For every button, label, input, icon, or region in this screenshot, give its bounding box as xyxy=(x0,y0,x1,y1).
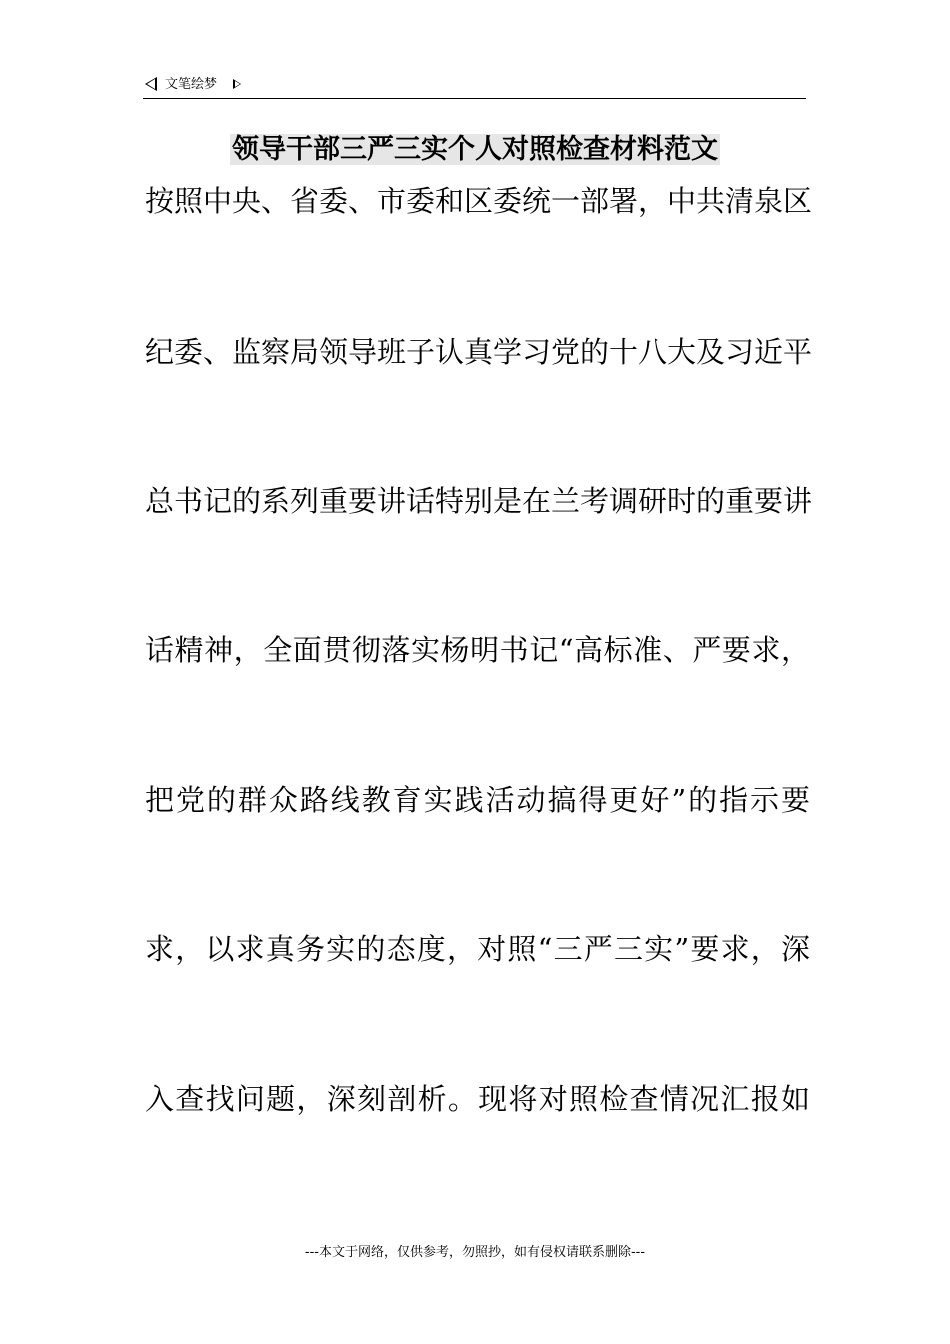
document-title-text: 领导干部三严三实个人对照检查材料范文 xyxy=(232,134,718,165)
document-title xyxy=(0,133,950,167)
right-triangle-icon xyxy=(233,79,241,89)
body-line-4: 话精神，全面贯彻落实杨明书记“高标准、严要求， xyxy=(145,633,810,667)
body-line-5: 把党的群众路线教育实践活动搞得更好”的指示要 xyxy=(145,783,810,817)
body-line-2: 纪委、监察局领导班子认真学习党的十八大及习近平 xyxy=(145,335,813,369)
left-triangle-icon xyxy=(145,77,157,91)
header-text: 文笔绘梦 xyxy=(165,77,218,92)
page-header xyxy=(143,74,806,99)
body-line-3: 总书记的系列重要讲话特别是在兰考调研时的重要讲 xyxy=(145,484,813,518)
body-line-7: 入查找问题，深刻剖析。现将对照检查情况汇报如 xyxy=(145,1082,810,1116)
page-footer: ---本文于网络，仅供参考，勿照抄，如有侵权请联系删除--- xyxy=(304,1245,646,1260)
body-line-6: 求，以求真务实的态度，对照“三严三实”要求，深 xyxy=(145,932,810,966)
body-line-1: 按照中央、省委、市委和区委统一部署，中共清泉区 xyxy=(145,184,813,218)
